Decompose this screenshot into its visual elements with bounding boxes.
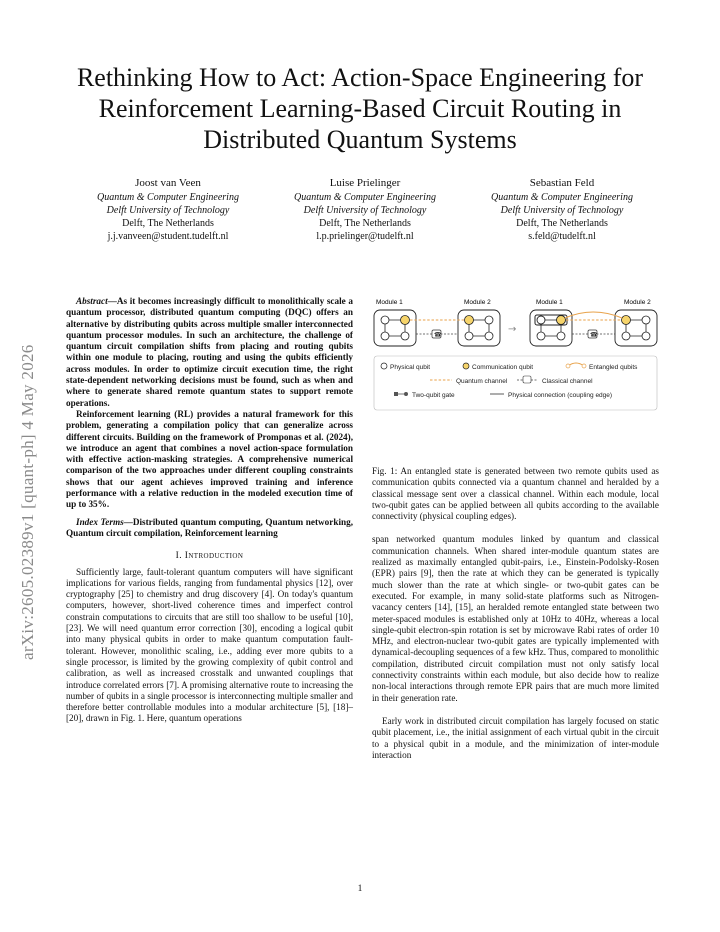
- author-1: [70, 176, 266, 243]
- two-qubit-gate-icon: [394, 392, 398, 396]
- author-location: Delft, The Netherlands: [516, 218, 608, 229]
- physical-qubit: [537, 332, 545, 340]
- communication-qubit: [622, 316, 631, 325]
- author-department: Quantum & Computer Engineering: [294, 192, 436, 203]
- physical-qubit: [401, 332, 409, 340]
- communication-qubit: [465, 316, 474, 325]
- module-label: Module 1: [536, 299, 563, 306]
- module-label: Module 2: [624, 299, 651, 306]
- right-paragraph-2: Early work in distributed circuit compilation has largely focused on static qubit placement, i.e., the initial assignment of each virtual qubit in the circuit to a physical qubit in a module, and the minimization of inter-module interaction: [372, 715, 659, 760]
- right-paragraph-1: span networked quantum modules linked by quantum and classical communication channels. When shared inter-module quantum states are realized as maximally entangled qubit-pairs, i.e., Einstein-Podolsky-Rosen (EPR) pairs [9], then the rate at which they can be generated is typically much slower than the rate at which single- or two-qubit gates can be executed. For example, in many solid-state platforms such as Nitrogen-vacancy centers [14], [15], an heralded remote entangled state between two meter-spaced modules is established only at 10Hz to 40Hz, whereas a local single-qubit electron-spin rotation is set by microwave Rabi rates of order 10 MHz, and electron-nuclear two-qubit gates are typically implemented with dynamical-decoupling sequences of a few kHz. Thus, compared to monolithic compilation, distributed circuit compilation must not only satisfy local connectivity constraints within each module, but also decide how to realize non-local interactions through remote EPR pairs that are much more limited in their generation rate.: [372, 534, 659, 703]
- author-department: Quantum & Computer Engineering: [491, 192, 633, 203]
- paper-title: Rethinking How to Act: Action-Space Engineering for Reinforcement Learning-Based Circuit Routing in Distributed Quantum Systems: [76, 63, 644, 154]
- legend-physical-qubit: Physical qubit: [390, 364, 431, 371]
- communication-qubit: [557, 316, 566, 325]
- two-qubit-gate-icon: [404, 392, 408, 396]
- right-column: [372, 296, 659, 761]
- physical-qubit: [381, 332, 389, 340]
- index-terms: [66, 517, 353, 540]
- physical-qubit: [537, 316, 545, 324]
- physical-qubit: [642, 316, 650, 324]
- author-university: Delft University of Technology: [303, 205, 427, 216]
- physical-qubit: [557, 332, 565, 340]
- page-number: 1: [357, 884, 363, 894]
- author-2: [267, 176, 463, 243]
- legend-entangled-qubits: Entangled qubits: [589, 364, 638, 371]
- phone-icon: [523, 376, 531, 383]
- legend-communication-qubit: Communication qubit: [472, 364, 534, 371]
- author-location: Delft, The Netherlands: [122, 218, 214, 229]
- author-university: Delft University of Technology: [106, 205, 230, 216]
- module-box: [458, 310, 500, 346]
- abstract-text: —As it becomes increasingly difficult to monolithically scale a quantum processor, distributed quantum computing (DQC) offers an alternative by distributing qubits across multiple smaller interconnected quantum processor modules. In such an architecture, the challenge of quantum circuit compilation shifts from placing and routing qubits within one module to placing, routing and using the qubits efficiently across modules. In order to optimize circuit execution time, the right state-dependent networking decisions must be found, such as when and where to generate shared remote quantum states to support remote operations.: [66, 296, 353, 408]
- module-label: Module 1: [376, 299, 403, 306]
- figure-1: [372, 296, 659, 456]
- author-email[interactable]: j.j.vanveen@student.tudelft.nl: [107, 231, 229, 242]
- author-location: Delft, The Netherlands: [319, 218, 411, 229]
- figure-caption: [372, 466, 659, 522]
- phone-icon: ☎: [590, 331, 598, 339]
- entanglement-link: [565, 312, 622, 318]
- module-box: [374, 310, 416, 346]
- abstract-lead: Abstract: [76, 296, 108, 306]
- communication-qubit: [401, 316, 410, 325]
- physical-qubit: [485, 332, 493, 340]
- legend-classical-channel: Classical channel: [542, 378, 593, 385]
- physical-qubit: [622, 332, 630, 340]
- legend-two-qubit-gate: Two-qubit gate: [412, 392, 455, 399]
- physical-qubit: [381, 316, 389, 324]
- index-terms-lead: Index Terms: [76, 516, 124, 527]
- introduction-paragraph-1: Sufficiently large, fault-tolerant quantum computers will have significant implications for various fields, ranging from fundamental physics [12], over cryptography [25] to chemistry and drug discovery [4]. On today's quantum computers, however, short-lived coherence times and imperfect control constrain computations to circuits that are still too shallow to be useful [10], [23]. We will need quantum error correction [30], encoding a logical qubit into many physical qubits in order to make quantum computation fault-tolerant. However, monolithic scaling, i.e., adding ever more qubits to a single processor, is limited by the growing complexity of qubit control and calibration, as well as increased crosstalk and unwanted couplings that introduce correlated errors [7]. A promising alternative route to increasing the number of qubits in a single processor is interconnecting multiple smaller and therefore better controllable modules into a modular architecture [5], [18]–[20], drawn in Fig. 1. Here, quantum operations: [66, 566, 353, 724]
- left-column: [66, 296, 353, 725]
- author-name: Luise Prielinger: [329, 177, 401, 189]
- index-terms-text: —Distributed quantum computing, Quantum networking, Quantum circuit compilation, Reinforcement learning: [66, 516, 353, 538]
- author-name: Sebastian Feld: [529, 177, 595, 189]
- module-label: Module 2: [464, 299, 491, 306]
- section-heading-introduction: I. Introduction: [175, 551, 244, 562]
- legend-quantum-channel: Quantum channel: [456, 378, 508, 385]
- arxiv-identifier: arXiv:2605.02389v1 [quant-ph] 4 May 2026: [18, 344, 37, 660]
- author-department: Quantum & Computer Engineering: [97, 192, 239, 203]
- legend-physical-connection: Physical connection (coupling edge): [508, 392, 613, 399]
- abstract-paragraph-1: [66, 296, 353, 409]
- module-diagram: [372, 296, 659, 456]
- author-email[interactable]: s.feld@tudelft.nl: [528, 231, 596, 242]
- physical-qubit: [465, 332, 473, 340]
- entangled-qubits-icon: [566, 364, 570, 368]
- author-email[interactable]: l.p.prielinger@tudelft.nl: [316, 231, 414, 242]
- physical-qubit: [485, 316, 493, 324]
- figure-caption-text: Fig. 1: An entangled state is generated between two remote qubits used as communication qubits connected via a quantum channel and heralded by a classical message sent over a classical channel. Within each module, local two-qubit gates can be applied between all qubits according to the available connectivity (physical coupling edges).: [372, 466, 659, 522]
- physical-qubit-icon: [381, 363, 387, 369]
- entangled-qubits-icon: [568, 363, 584, 366]
- author-block: [70, 176, 660, 243]
- physical-qubit: [642, 332, 650, 340]
- author-3: [464, 176, 660, 243]
- module-box: [615, 310, 657, 346]
- author-university: Delft University of Technology: [500, 205, 624, 216]
- phone-icon: ☎: [434, 331, 442, 339]
- arrow-right-icon: →: [508, 324, 517, 335]
- entangled-qubits-icon: [582, 364, 586, 368]
- abstract-paragraph-2: Reinforcement learning (RL) provides a natural framework for this problem, generating a compilation policy that can generalize across different circuits. Building on the framework of Promponas et al. (2024), we introduce an agent that combines a novel action-space formulation with effective action-masking strategies. A comprehensive numerical comparison of the two approaches under different coupling constraints shows that our agent achieves improved training and inference performance with a relative reduction in the modeled execution time of up to 35%.: [66, 408, 353, 510]
- communication-qubit-icon: [463, 363, 469, 369]
- author-name: Joost van Veen: [135, 177, 201, 189]
